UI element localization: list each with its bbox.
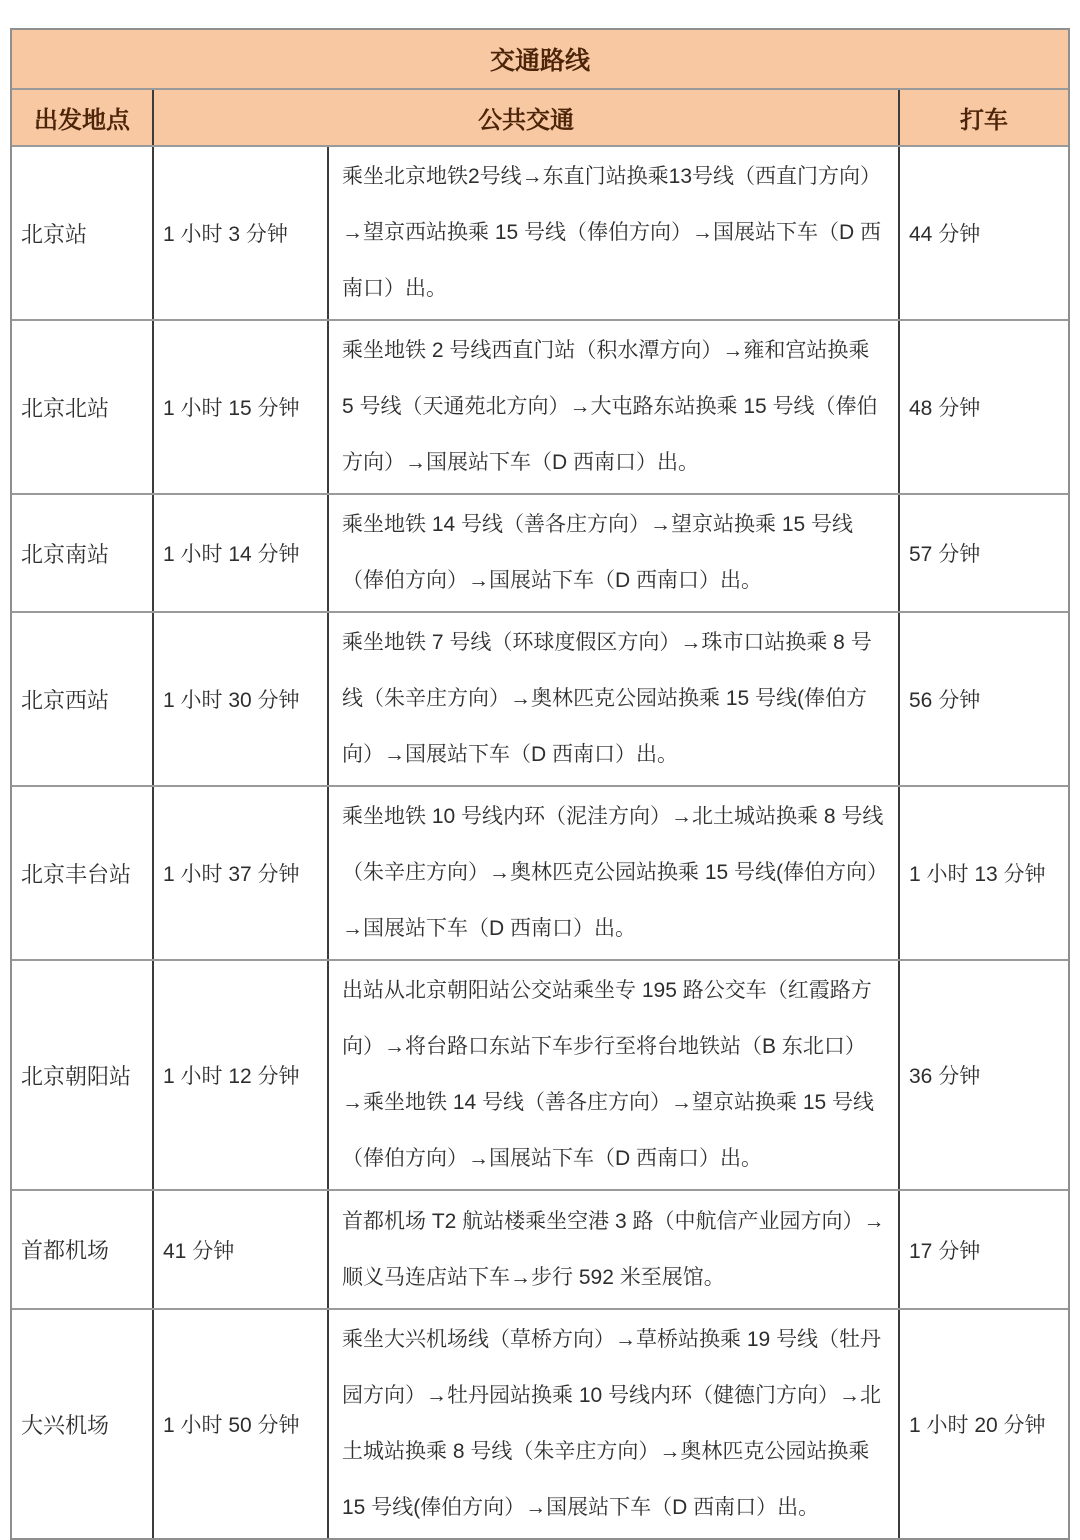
column-header-departure-label: 出发地点 — [34, 107, 130, 134]
column-header-taxi-label: 打车 — [960, 107, 1008, 134]
transit-duration-cell — [154, 321, 329, 493]
table-row — [12, 321, 1068, 495]
transit-duration: 1 小时 30 分钟 — [163, 689, 300, 712]
column-header-departure — [12, 90, 154, 145]
departure-name: 大兴机场 — [21, 1412, 110, 1438]
route-text: 乘坐北京地铁2号线→东直门站换乘13号线（西直门方向）→望京西站换乘 15 号线（俸伯方向）→国展站下车（D 西南口）出。 — [342, 165, 882, 300]
taxi-duration: 48 分钟 — [909, 397, 981, 420]
route-cell — [329, 961, 900, 1189]
departure-cell — [12, 147, 154, 319]
taxi-duration-cell — [900, 495, 1068, 611]
taxi-duration: 1 小时 20 分钟 — [909, 1414, 1046, 1437]
departure-name: 北京南站 — [21, 541, 110, 567]
taxi-duration: 36 分钟 — [909, 1065, 981, 1088]
route-text: 乘坐大兴机场线（草桥方向）→草桥站换乘 19 号线（牡丹园方向）→牡丹园站换乘 10 号线内环（健德门方向）→北土城站换乘 8 号线（朱辛庄方向）→奥林匹克公园站换乘 15 号线(俸伯方向）→国展站下车（D 西南口）出。 — [342, 1328, 882, 1519]
transit-duration: 1 小时 37 分钟 — [163, 863, 300, 886]
transit-duration-cell — [154, 495, 329, 611]
route-cell — [329, 147, 900, 319]
transit-duration-cell — [154, 961, 329, 1189]
departure-cell — [12, 495, 154, 611]
transit-duration-cell — [154, 1310, 329, 1538]
table-title — [12, 30, 1068, 90]
route-text: 乘坐地铁 2 号线西直门站（积水潭方向）→雍和宫站换乘 5 号线（天通苑北方向）→大屯路东站换乘 15 号线（俸伯方向）→国展站下车（D 西南口）出。 — [342, 339, 878, 474]
transit-duration-cell — [154, 613, 329, 785]
taxi-duration: 1 小时 13 分钟 — [909, 863, 1046, 886]
departure-cell — [12, 787, 154, 959]
transit-duration: 1 小时 15 分钟 — [163, 397, 300, 420]
route-cell — [329, 787, 900, 959]
transit-duration: 1 小时 14 分钟 — [163, 543, 300, 566]
departure-cell — [12, 321, 154, 493]
transit-duration: 1 小时 3 分钟 — [163, 223, 288, 246]
taxi-duration-cell — [900, 787, 1068, 959]
column-header-row — [12, 90, 1068, 147]
departure-name: 北京站 — [21, 221, 88, 247]
taxi-duration-cell — [900, 321, 1068, 493]
column-header-taxi — [900, 90, 1068, 145]
departure-cell — [12, 613, 154, 785]
route-cell — [329, 495, 900, 611]
departure-name: 北京北站 — [21, 395, 110, 421]
taxi-duration-cell — [900, 147, 1068, 319]
taxi-duration: 44 分钟 — [909, 223, 981, 246]
route-text: 出站从北京朝阳站公交站乘坐专 195 路公交车（红霞路方向）→将台路口东站下车步行至将台地铁站（B 东北口）→乘坐地铁 14 号线（善各庄方向）→望京站换乘 15 号线（俸伯方向）→国展站下车（D 西南口）出。 — [342, 979, 875, 1170]
column-header-public-transit — [154, 90, 900, 145]
table-row — [12, 1191, 1068, 1310]
table-row — [12, 495, 1068, 613]
departure-name: 北京朝阳站 — [21, 1063, 132, 1089]
route-text: 乘坐地铁 10 号线内环（泥洼方向）→北土城站换乘 8 号线（朱辛庄方向）→奥林匹克公园站换乘 15 号线(俸伯方向）→国展站下车（D 西南口）出。 — [342, 805, 884, 940]
table-title-text: 交通路线 — [489, 47, 590, 75]
taxi-duration: 56 分钟 — [909, 689, 981, 712]
taxi-duration: 17 分钟 — [909, 1239, 981, 1263]
taxi-duration-cell — [900, 613, 1068, 785]
route-text: 乘坐地铁 14 号线（善各庄方向）→望京站换乘 15 号线（俸伯方向）→国展站下车（D 西南口）出。 — [342, 513, 854, 592]
route-cell — [329, 321, 900, 493]
transit-duration: 41 分钟 — [163, 1239, 235, 1263]
departure-name: 北京丰台站 — [21, 861, 132, 887]
table-row — [12, 1310, 1068, 1538]
taxi-duration-cell — [900, 961, 1068, 1189]
transport-routes-table — [10, 28, 1070, 1540]
column-header-public-transit-label: 公共交通 — [478, 107, 574, 134]
departure-name: 首都机场 — [21, 1238, 110, 1263]
transit-duration-cell — [154, 147, 329, 319]
departure-cell — [12, 1310, 154, 1538]
route-text: 首都机场 T2 航站楼乘坐空港 3 路（中航信产业园方向）→顺义马连店站下车→步行 592 米至展馆。 — [342, 1209, 885, 1289]
route-cell — [329, 1310, 900, 1538]
taxi-duration: 57 分钟 — [909, 543, 981, 566]
transit-duration-cell — [154, 1191, 329, 1308]
route-cell — [329, 1191, 900, 1308]
taxi-duration-cell — [900, 1310, 1068, 1538]
transit-duration-cell — [154, 787, 329, 959]
departure-cell — [12, 961, 154, 1189]
table-row — [12, 961, 1068, 1191]
taxi-duration-cell — [900, 1191, 1068, 1308]
transit-duration: 1 小时 50 分钟 — [163, 1414, 300, 1437]
table-body — [12, 147, 1068, 1538]
table-row — [12, 147, 1068, 321]
departure-name: 北京西站 — [21, 687, 110, 713]
table-row — [12, 787, 1068, 961]
table-row — [12, 613, 1068, 787]
route-cell — [329, 613, 900, 785]
transit-duration: 1 小时 12 分钟 — [163, 1065, 300, 1088]
route-text: 乘坐地铁 7 号线（环球度假区方向）→珠市口站换乘 8 号线（朱辛庄方向）→奥林匹克公园站换乘 15 号线(俸伯方向）→国展站下车（D 西南口）出。 — [342, 631, 872, 766]
departure-cell — [12, 1191, 154, 1308]
